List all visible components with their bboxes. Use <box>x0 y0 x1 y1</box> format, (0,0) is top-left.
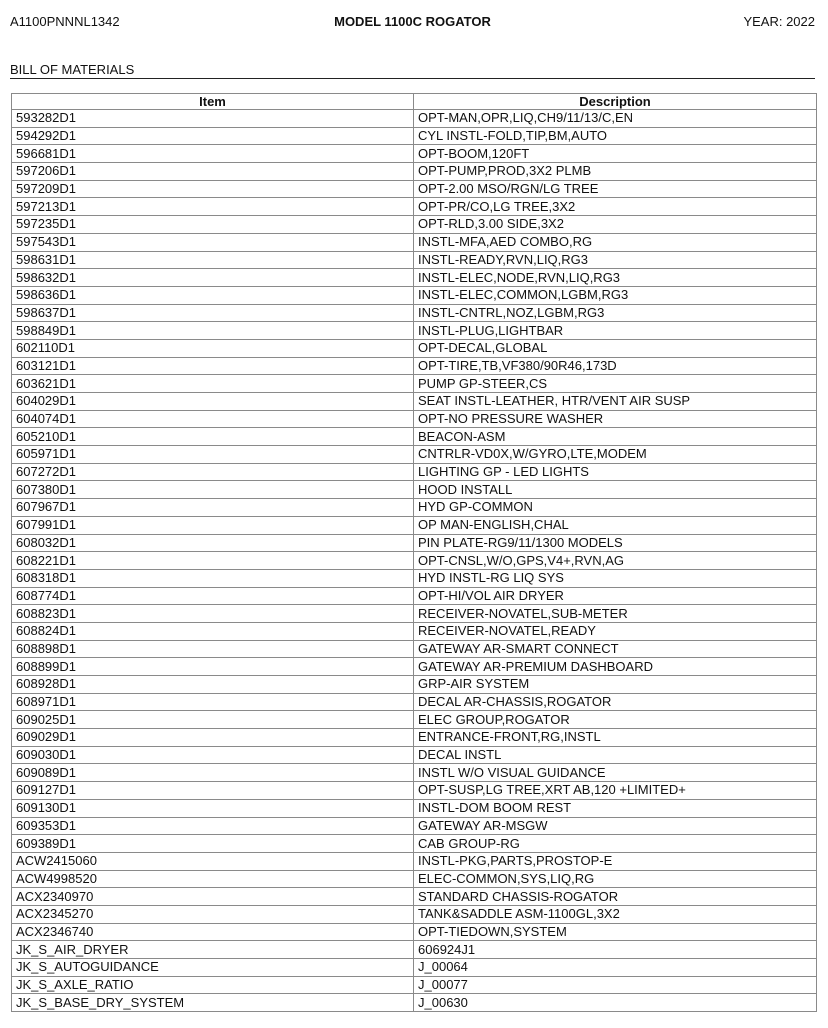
item-number-cell: JK_S_BASE_DRY_SYSTEM <box>12 994 414 1012</box>
item-number-cell: 597235D1 <box>12 216 414 234</box>
table-row <box>12 622 817 640</box>
description-cell: CYL INSTL-FOLD,TIP,BM,AUTO <box>414 127 817 145</box>
item-number-cell: 607272D1 <box>12 463 414 481</box>
item-number-cell: 604074D1 <box>12 410 414 428</box>
item-number-cell: 603621D1 <box>12 375 414 393</box>
description-cell: 606924J1 <box>414 941 817 959</box>
column-header-item: Item <box>12 94 414 110</box>
table-row <box>12 870 817 888</box>
item-number-cell: 598849D1 <box>12 322 414 340</box>
description-cell: HYD GP-COMMON <box>414 499 817 517</box>
description-cell: OPT-DECAL,GLOBAL <box>414 339 817 357</box>
table-row <box>12 145 817 163</box>
description-cell: STANDARD CHASSIS-ROGATOR <box>414 888 817 906</box>
table-row <box>12 994 817 1012</box>
item-number-cell: 598636D1 <box>12 286 414 304</box>
table-row <box>12 216 817 234</box>
table-header-row <box>12 94 817 110</box>
table-row <box>12 799 817 817</box>
table-row <box>12 110 817 128</box>
table-row <box>12 410 817 428</box>
description-cell: OPT-TIRE,TB,VF380/90R46,173D <box>414 357 817 375</box>
description-cell: OPT-BOOM,120FT <box>414 145 817 163</box>
description-cell: INSTL-PKG,PARTS,PROSTOP-E <box>414 852 817 870</box>
item-number-cell: 608824D1 <box>12 622 414 640</box>
description-cell: BEACON-ASM <box>414 428 817 446</box>
table-row <box>12 269 817 287</box>
description-cell: OPT-RLD,3.00 SIDE,3X2 <box>414 216 817 234</box>
column-header-description: Description <box>414 94 817 110</box>
table-row <box>12 304 817 322</box>
description-cell: SEAT INSTL-LEATHER, HTR/VENT AIR SUSP <box>414 393 817 411</box>
table-row <box>12 658 817 676</box>
table-row <box>12 923 817 941</box>
item-number-cell: 608221D1 <box>12 552 414 570</box>
table-row <box>12 552 817 570</box>
table-row <box>12 375 817 393</box>
item-number-cell: 608823D1 <box>12 605 414 623</box>
table-row <box>12 463 817 481</box>
item-number-cell: 597206D1 <box>12 163 414 181</box>
item-number-cell: ACX2340970 <box>12 888 414 906</box>
table-row <box>12 852 817 870</box>
description-cell: INSTL-PLUG,LIGHTBAR <box>414 322 817 340</box>
table-row <box>12 711 817 729</box>
item-number-cell: 598631D1 <box>12 251 414 269</box>
table-row <box>12 959 817 977</box>
item-number-cell: 605210D1 <box>12 428 414 446</box>
description-cell: INSTL W/O VISUAL GUIDANCE <box>414 764 817 782</box>
item-number-cell: 604029D1 <box>12 393 414 411</box>
table-row <box>12 888 817 906</box>
description-cell: HOOD INSTALL <box>414 481 817 499</box>
description-cell: J_00077 <box>414 976 817 994</box>
table-row <box>12 764 817 782</box>
item-number-cell: 609389D1 <box>12 835 414 853</box>
item-number-cell: 597209D1 <box>12 180 414 198</box>
description-cell: OPT-PR/CO,LG TREE,3X2 <box>414 198 817 216</box>
table-row <box>12 976 817 994</box>
table-row <box>12 676 817 694</box>
document-id: A1100PNNNL1342 <box>10 14 120 29</box>
table-row <box>12 499 817 517</box>
description-cell: INSTL-DOM BOOM REST <box>414 799 817 817</box>
description-cell: CAB GROUP-RG <box>414 835 817 853</box>
item-number-cell: 597543D1 <box>12 233 414 251</box>
description-cell: RECEIVER-NOVATEL,SUB-METER <box>414 605 817 623</box>
description-cell: TANK&SADDLE ASM-1100GL,3X2 <box>414 905 817 923</box>
table-row <box>12 127 817 145</box>
table-row <box>12 746 817 764</box>
description-cell: INSTL-ELEC,NODE,RVN,LIQ,RG3 <box>414 269 817 287</box>
item-number-cell: 609029D1 <box>12 729 414 747</box>
item-number-cell: 608971D1 <box>12 693 414 711</box>
item-number-cell: 608898D1 <box>12 640 414 658</box>
description-cell: DECAL AR-CHASSIS,ROGATOR <box>414 693 817 711</box>
table-row <box>12 198 817 216</box>
model-year: YEAR: 2022 <box>743 14 815 29</box>
table-row <box>12 835 817 853</box>
section-title: BILL OF MATERIALS <box>10 62 815 79</box>
item-number-cell: 605971D1 <box>12 446 414 464</box>
table-row <box>12 905 817 923</box>
description-cell: DECAL INSTL <box>414 746 817 764</box>
table-row <box>12 941 817 959</box>
item-number-cell: 609025D1 <box>12 711 414 729</box>
description-cell: PUMP GP-STEER,CS <box>414 375 817 393</box>
description-cell: INSTL-CNTRL,NOZ,LGBM,RG3 <box>414 304 817 322</box>
table-row <box>12 729 817 747</box>
item-number-cell: 607991D1 <box>12 516 414 534</box>
item-number-cell: 607967D1 <box>12 499 414 517</box>
item-number-cell: 608928D1 <box>12 676 414 694</box>
table-row <box>12 605 817 623</box>
table-row <box>12 640 817 658</box>
item-number-cell: 603121D1 <box>12 357 414 375</box>
item-number-cell: ACX2346740 <box>12 923 414 941</box>
table-row <box>12 339 817 357</box>
item-number-cell: 596681D1 <box>12 145 414 163</box>
item-number-cell: 609130D1 <box>12 799 414 817</box>
table-row <box>12 587 817 605</box>
item-number-cell: 594292D1 <box>12 127 414 145</box>
description-cell: OP MAN-ENGLISH,CHAL <box>414 516 817 534</box>
item-number-cell: 593282D1 <box>12 110 414 128</box>
table-row <box>12 534 817 552</box>
description-cell: GRP-AIR SYSTEM <box>414 676 817 694</box>
description-cell: INSTL-MFA,AED COMBO,RG <box>414 233 817 251</box>
table-row <box>12 481 817 499</box>
table-row <box>12 357 817 375</box>
table-row <box>12 322 817 340</box>
description-cell: HYD INSTL-RG LIQ SYS <box>414 569 817 587</box>
description-cell: OPT-SUSP,LG TREE,XRT AB,120 +LIMITED+ <box>414 782 817 800</box>
table-row <box>12 393 817 411</box>
description-cell: CNTRLR-VD0X,W/GYRO,LTE,MODEM <box>414 446 817 464</box>
item-number-cell: 608318D1 <box>12 569 414 587</box>
item-number-cell: ACW4998520 <box>12 870 414 888</box>
table-row <box>12 693 817 711</box>
description-cell: OPT-HI/VOL AIR DRYER <box>414 587 817 605</box>
description-cell: OPT-TIEDOWN,SYSTEM <box>414 923 817 941</box>
table-row <box>12 163 817 181</box>
item-number-cell: JK_S_AXLE_RATIO <box>12 976 414 994</box>
description-cell: GATEWAY AR-SMART CONNECT <box>414 640 817 658</box>
description-cell: OPT-PUMP,PROD,3X2 PLMB <box>414 163 817 181</box>
item-number-cell: 609030D1 <box>12 746 414 764</box>
item-number-cell: 609353D1 <box>12 817 414 835</box>
description-cell: ENTRANCE-FRONT,RG,INSTL <box>414 729 817 747</box>
table-row <box>12 233 817 251</box>
item-number-cell: 597213D1 <box>12 198 414 216</box>
description-cell: INSTL-ELEC,COMMON,LGBM,RG3 <box>414 286 817 304</box>
table-body <box>12 110 817 1012</box>
description-cell: J_00064 <box>414 959 817 977</box>
item-number-cell: 608774D1 <box>12 587 414 605</box>
model-title: MODEL 1100C ROGATOR <box>334 14 491 29</box>
table-row <box>12 180 817 198</box>
table-row <box>12 516 817 534</box>
description-cell: LIGHTING GP - LED LIGHTS <box>414 463 817 481</box>
table-row <box>12 428 817 446</box>
item-number-cell: JK_S_AUTOGUIDANCE <box>12 959 414 977</box>
table-row <box>12 286 817 304</box>
item-number-cell: 598632D1 <box>12 269 414 287</box>
bill-of-materials-table <box>11 93 817 1012</box>
item-number-cell: JK_S_AIR_DRYER <box>12 941 414 959</box>
item-number-cell: ACX2345270 <box>12 905 414 923</box>
item-number-cell: 608899D1 <box>12 658 414 676</box>
table-row <box>12 569 817 587</box>
description-cell: ELEC-COMMON,SYS,LIQ,RG <box>414 870 817 888</box>
description-cell: GATEWAY AR-PREMIUM DASHBOARD <box>414 658 817 676</box>
item-number-cell: 609127D1 <box>12 782 414 800</box>
description-cell: ELEC GROUP,ROGATOR <box>414 711 817 729</box>
item-number-cell: 607380D1 <box>12 481 414 499</box>
table-row <box>12 251 817 269</box>
description-cell: OPT-2.00 MSO/RGN/LG TREE <box>414 180 817 198</box>
description-cell: J_00630 <box>414 994 817 1012</box>
table-row <box>12 782 817 800</box>
item-number-cell: 609089D1 <box>12 764 414 782</box>
description-cell: INSTL-READY,RVN,LIQ,RG3 <box>414 251 817 269</box>
item-number-cell: ACW2415060 <box>12 852 414 870</box>
document-header <box>10 14 815 32</box>
description-cell: GATEWAY AR-MSGW <box>414 817 817 835</box>
description-cell: RECEIVER-NOVATEL,READY <box>414 622 817 640</box>
item-number-cell: 608032D1 <box>12 534 414 552</box>
table-row <box>12 446 817 464</box>
item-number-cell: 598637D1 <box>12 304 414 322</box>
description-cell: OPT-MAN,OPR,LIQ,CH9/11/13/C,EN <box>414 110 817 128</box>
table-row <box>12 817 817 835</box>
description-cell: OPT-CNSL,W/O,GPS,V4+,RVN,AG <box>414 552 817 570</box>
description-cell: PIN PLATE-RG9/11/1300 MODELS <box>414 534 817 552</box>
item-number-cell: 602110D1 <box>12 339 414 357</box>
description-cell: OPT-NO PRESSURE WASHER <box>414 410 817 428</box>
